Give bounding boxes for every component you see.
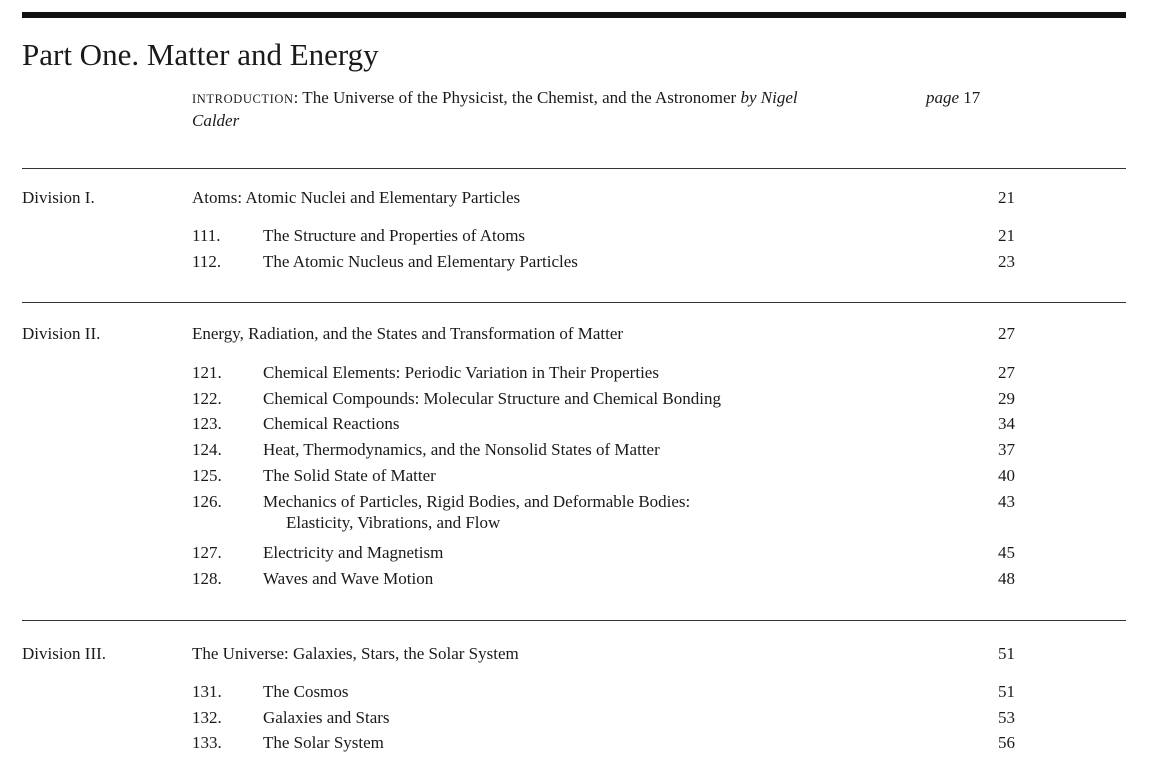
section-number: 123. — [192, 414, 222, 433]
section-number: 122. — [192, 389, 222, 408]
section-title-line: Mechanics of Particles, Rigid Bodies, and Deformable Bodies: — [263, 492, 691, 511]
section-page: 45 — [998, 543, 1015, 562]
division-label: Division I. — [22, 188, 95, 207]
division-page: 51 — [998, 644, 1015, 663]
section-page: 43 — [998, 492, 1015, 511]
section-number: 112. — [192, 252, 222, 271]
section-title — [263, 491, 903, 533]
section-page: 27 — [998, 363, 1015, 382]
section-page: 23 — [998, 252, 1015, 271]
section-number: 131. — [192, 682, 222, 701]
section-page: 37 — [998, 440, 1015, 459]
section-title: Chemical Reactions — [263, 414, 400, 433]
section-number: 125. — [192, 466, 222, 485]
section-page: 56 — [998, 733, 1015, 752]
division-title: Atoms: Atomic Nuclei and Elementary Particles — [192, 188, 521, 207]
section-page: 29 — [998, 389, 1015, 408]
introduction-page-number: 17 — [963, 88, 981, 107]
introduction-entry — [192, 87, 832, 131]
section-number: 132. — [192, 708, 222, 727]
section-title-continuation: Elasticity, Vibrations, and Flow — [286, 513, 501, 532]
section-page: 40 — [998, 466, 1015, 485]
section-title: Waves and Wave Motion — [263, 569, 434, 588]
top-rule — [22, 12, 1126, 18]
section-title: The Solar System — [263, 733, 384, 752]
section-number: 127. — [192, 543, 222, 562]
section-number: 124. — [192, 440, 222, 459]
introduction-page — [926, 87, 980, 108]
section-number: 128. — [192, 569, 222, 588]
section-title: Galaxies and Stars — [263, 708, 390, 727]
division-page: 21 — [998, 188, 1015, 207]
section-page: 34 — [998, 414, 1015, 433]
division-title: Energy, Radiation, and the States and Transformation of Matter — [192, 324, 624, 343]
section-title: Heat, Thermodynamics, and the Nonsolid States of Matter — [263, 440, 660, 459]
section-number: 111. — [192, 226, 221, 245]
section-title: Electricity and Magnetism — [263, 543, 444, 562]
section-page: 51 — [998, 682, 1015, 701]
division-rule — [22, 168, 1126, 169]
division-rule — [22, 302, 1126, 303]
introduction-label: INTRODUCTION — [192, 92, 294, 106]
division-page: 27 — [998, 324, 1015, 343]
section-title: Chemical Compounds: Molecular Structure and Chemical Bonding — [263, 389, 721, 408]
division-rule — [22, 620, 1126, 621]
section-title: Chemical Elements: Periodic Variation in Their Properties — [263, 363, 659, 382]
section-page: 53 — [998, 708, 1015, 727]
section-number: 126. — [192, 492, 222, 511]
section-number: 121. — [192, 363, 222, 382]
section-title: The Structure and Properties of Atoms — [263, 226, 526, 245]
division-title: The Universe: Galaxies, Stars, the Solar System — [192, 644, 519, 663]
introduction-text: : The Universe of the Physicist, the Chemist, and the Astronomer — [293, 88, 741, 107]
section-title: The Cosmos — [263, 682, 349, 701]
section-page: 21 — [998, 226, 1015, 245]
introduction-author: by Nigel Calder — [192, 88, 798, 130]
division-label: Division II. — [22, 324, 101, 343]
section-title: The Atomic Nucleus and Elementary Particles — [263, 252, 578, 271]
division-label: Division III. — [22, 644, 107, 663]
section-number: 133. — [192, 733, 222, 752]
part-title: Part One. Matter and Energy — [22, 37, 379, 72]
section-title: The Solid State of Matter — [263, 466, 436, 485]
introduction-page-label: page — [926, 88, 960, 107]
section-page: 48 — [998, 569, 1015, 588]
